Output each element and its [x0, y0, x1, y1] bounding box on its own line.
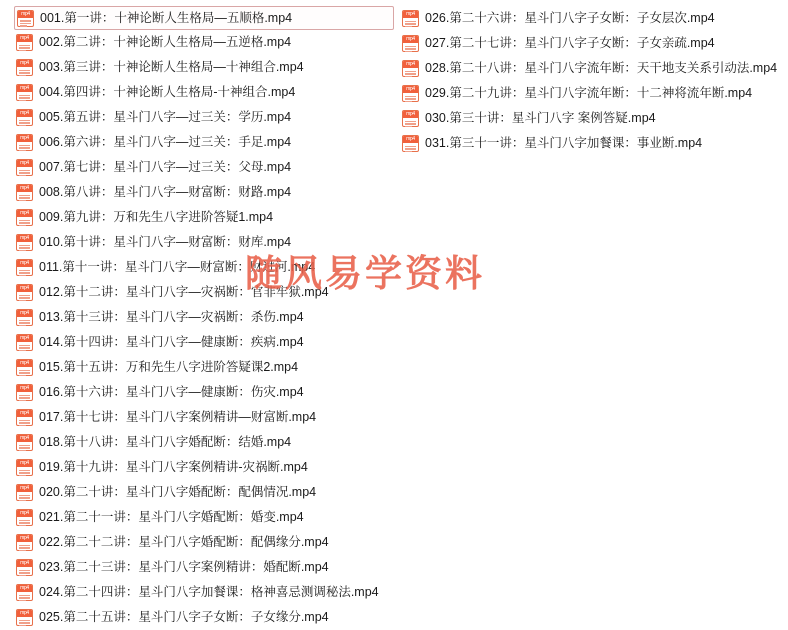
mp4-file-icon: mp4	[16, 134, 33, 151]
file-name-label: 002.第二讲：十神论断人生格局—五逆格.mp4	[39, 35, 292, 49]
file-list-item[interactable]	[14, 530, 394, 555]
file-list-item[interactable]	[400, 106, 780, 131]
file-name-label: 029.第二十九讲：星斗门八字流年断：十二神将流年断.mp4	[425, 86, 753, 100]
file-name-label: 026.第二十六讲：星斗门八字子女断：子女层次.mp4	[425, 11, 715, 25]
mp4-file-icon: mp4	[402, 35, 419, 52]
mp4-file-icon: mp4	[16, 209, 33, 226]
file-list-item[interactable]	[14, 555, 394, 580]
file-name-label: 017.第十七讲：星斗门八字案例精讲—财富断.mp4	[39, 410, 317, 424]
file-name-label: 019.第十九讲：星斗门八字案例精讲-灾祸断.mp4	[39, 460, 308, 474]
file-list-item[interactable]	[400, 56, 780, 81]
file-name-label: 030.第三十讲：星斗门八字 案例答疑.mp4	[425, 111, 656, 125]
file-list-item[interactable]	[14, 580, 394, 605]
file-list-item[interactable]	[14, 30, 394, 55]
file-list-item[interactable]	[14, 205, 394, 230]
file-name-label: 014.第十四讲：星斗门八字—健康断：疾病.mp4	[39, 335, 304, 349]
mp4-file-icon: mp4	[16, 84, 33, 101]
mp4-file-icon: mp4	[16, 359, 33, 376]
file-list-item[interactable]	[14, 405, 394, 430]
file-list-item[interactable]	[400, 31, 780, 56]
file-list-item[interactable]	[400, 6, 780, 31]
mp4-file-icon: mp4	[16, 234, 33, 251]
file-name-label: 015.第十五讲：万和先生八字进阶答疑课2.mp4	[39, 360, 299, 374]
mp4-file-icon: mp4	[16, 584, 33, 601]
file-list-item[interactable]	[14, 180, 394, 205]
mp4-file-icon: mp4	[16, 184, 33, 201]
file-name-label: 020.第二十讲：星斗门八字婚配断：配偶情况.mp4	[39, 485, 317, 499]
file-list-item[interactable]	[14, 155, 394, 180]
file-list-item[interactable]	[14, 380, 394, 405]
mp4-file-icon: mp4	[16, 409, 33, 426]
mp4-file-icon: mp4	[16, 309, 33, 326]
file-name-label: 012.第十二讲：星斗门八字—灾祸断：官非牢狱.mp4	[39, 285, 329, 299]
file-list-item[interactable]	[14, 6, 394, 30]
file-name-label: 005.第五讲：星斗门八字—过三关：学历.mp4	[39, 110, 292, 124]
mp4-file-icon: mp4	[16, 384, 33, 401]
file-list-item[interactable]	[14, 105, 394, 130]
mp4-file-icon: mp4	[402, 110, 419, 127]
mp4-file-icon: mp4	[16, 284, 33, 301]
file-list-item[interactable]	[400, 131, 780, 156]
file-name-label: 004.第四讲：十神论断人生格局-十神组合.mp4	[39, 85, 296, 99]
file-list-item[interactable]	[400, 81, 780, 106]
file-name-label: 003.第三讲：十神论断人生格局—十神组合.mp4	[39, 60, 304, 74]
file-name-label: 031.第三十一讲：星斗门八字加餐课：事业断.mp4	[425, 136, 703, 150]
file-name-label: 007.第七讲：星斗门八字—过三关：父母.mp4	[39, 160, 292, 174]
mp4-file-icon: mp4	[16, 459, 33, 476]
file-list-item[interactable]	[14, 330, 394, 355]
mp4-file-icon: mp4	[16, 159, 33, 176]
mp4-file-icon: mp4	[16, 259, 33, 276]
file-list-item[interactable]	[14, 430, 394, 455]
file-list-item[interactable]	[14, 55, 394, 80]
mp4-file-icon: mp4	[16, 109, 33, 126]
mp4-file-icon: mp4	[402, 60, 419, 77]
file-list-item[interactable]	[14, 255, 394, 280]
file-list-item[interactable]	[14, 305, 394, 330]
file-name-label: 016.第十六讲：星斗门八字—健康断：伤灾.mp4	[39, 385, 304, 399]
mp4-file-icon: mp4	[402, 135, 419, 152]
file-name-label: 022.第二十二讲：星斗门八字婚配断：配偶缘分.mp4	[39, 535, 329, 549]
mp4-file-icon: mp4	[402, 85, 419, 102]
file-name-label: 024.第二十四讲：星斗门八字加餐课：格神喜忌测调秘法.mp4	[39, 585, 379, 599]
file-name-label: 018.第十八讲：星斗门八字婚配断：结婚.mp4	[39, 435, 292, 449]
file-name-label: 001.第一讲：十神论断人生格局—五顺格.mp4	[40, 10, 293, 25]
file-name-label: 028.第二十八讲：星斗门八字流年断：天干地支关系引动法.mp4	[425, 61, 778, 75]
mp4-file-icon: mp4	[16, 534, 33, 551]
file-name-label: 011.第十一讲：星斗门八字—财富断：财过河.mp4	[39, 260, 316, 274]
file-list-item[interactable]	[14, 355, 394, 380]
mp4-file-icon: mp4	[16, 509, 33, 526]
file-name-label: 006.第六讲：星斗门八字—过三关：手足.mp4	[39, 135, 292, 149]
file-list-item[interactable]	[14, 80, 394, 105]
mp4-file-icon: mp4	[16, 434, 33, 451]
file-name-label: 021.第二十一讲：星斗门八字婚配断：婚变.mp4	[39, 510, 304, 524]
file-list-item[interactable]	[14, 480, 394, 505]
file-name-label: 009.第九讲：万和先生八字进阶答疑1.mp4	[39, 210, 274, 224]
file-name-label: 013.第十三讲：星斗门八字—灾祸断：杀伤.mp4	[39, 310, 304, 324]
file-name-label: 025.第二十五讲：星斗门八字子女断：子女缘分.mp4	[39, 610, 329, 624]
file-list-item[interactable]	[14, 230, 394, 255]
mp4-file-icon: mp4	[16, 609, 33, 626]
file-name-label: 010.第十讲：星斗门八字—财富断：财库.mp4	[39, 235, 292, 249]
mp4-file-icon: mp4	[17, 10, 34, 27]
mp4-file-icon: mp4	[402, 10, 419, 27]
file-list-column-right	[400, 6, 780, 156]
file-list-item[interactable]	[14, 280, 394, 305]
mp4-file-icon: mp4	[16, 334, 33, 351]
file-name-label: 023.第二十三讲：星斗门八字案例精讲：婚配断.mp4	[39, 560, 329, 574]
mp4-file-icon: mp4	[16, 59, 33, 76]
mp4-file-icon: mp4	[16, 559, 33, 576]
watermark-text: 随风易学资料	[245, 253, 485, 294]
file-list-item[interactable]	[14, 505, 394, 530]
file-list-column-left	[14, 6, 394, 630]
file-name-label: 008.第八讲：星斗门八字—财富断：财路.mp4	[39, 185, 292, 199]
file-list-item[interactable]	[14, 455, 394, 480]
mp4-file-icon: mp4	[16, 484, 33, 501]
mp4-file-icon: mp4	[16, 34, 33, 51]
file-list-item[interactable]	[14, 130, 394, 155]
file-name-label: 027.第二十七讲：星斗门八字子女断：子女亲疏.mp4	[425, 36, 715, 50]
file-list-item[interactable]	[14, 605, 394, 630]
